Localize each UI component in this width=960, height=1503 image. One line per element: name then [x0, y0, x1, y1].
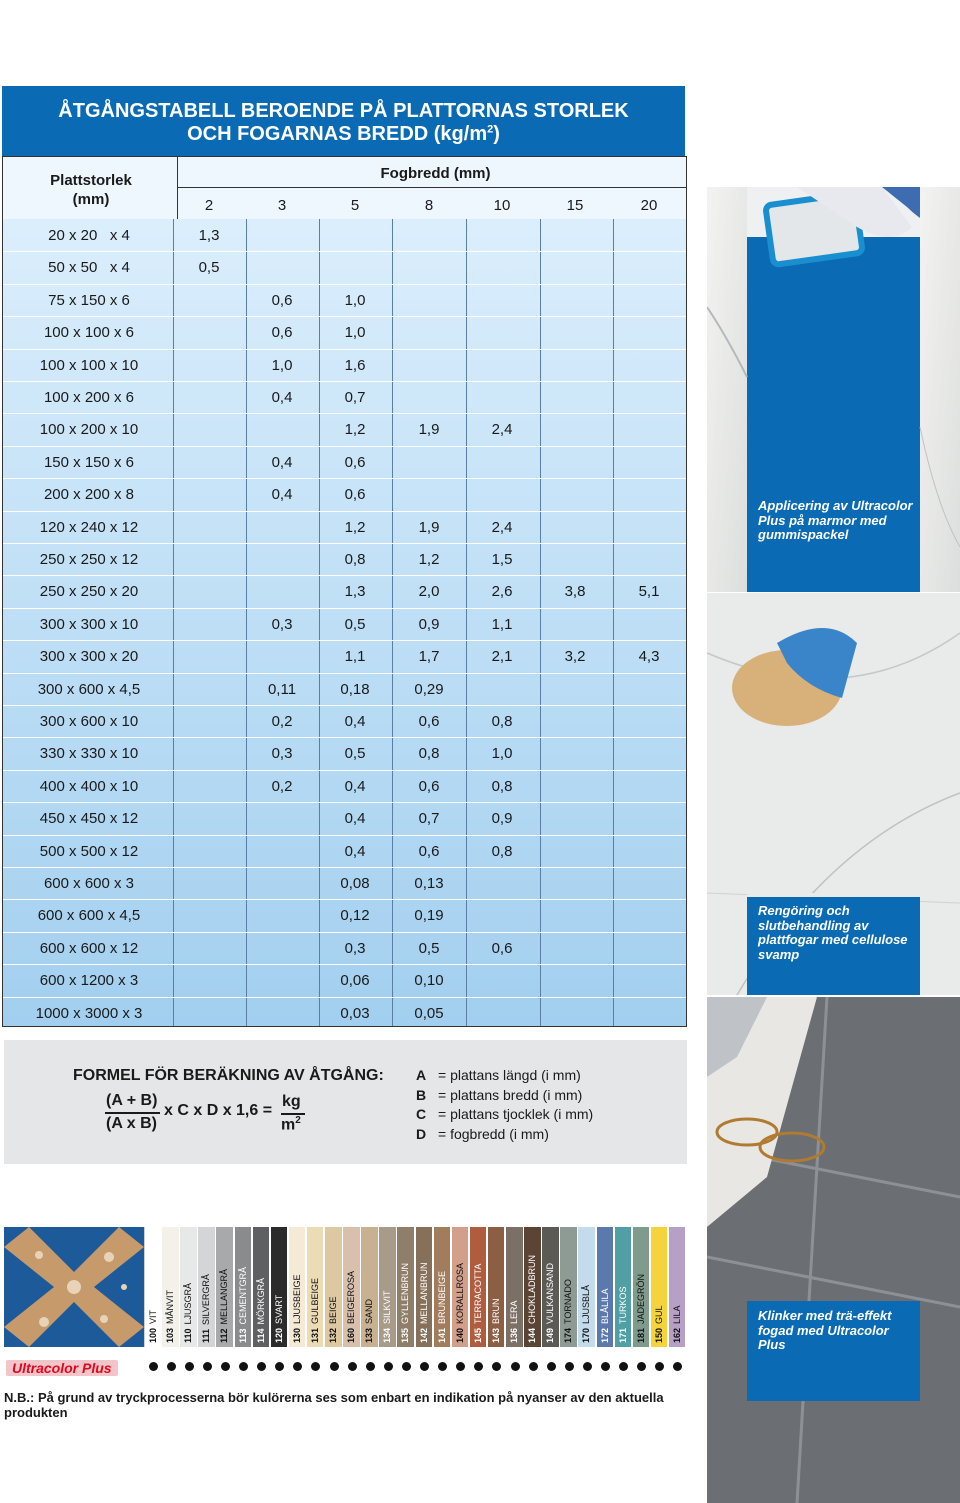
consumption-value: 0,2 — [271, 777, 293, 795]
swatch-label: 135GYLLENBRUN — [400, 1262, 411, 1343]
legend-row — [416, 1106, 593, 1122]
tile-size-label: 300 x 600 x 10 — [39, 713, 139, 730]
swatch-label: 131GULBEIGE — [309, 1277, 320, 1343]
legend-key: D — [416, 1125, 427, 1142]
legend-text: = fogbredd (i mm) — [438, 1125, 549, 1142]
availability-dot — [366, 1362, 375, 1371]
tile-size-label: 250 x 250 x 20 — [39, 583, 139, 601]
color-swatch — [144, 1227, 162, 1347]
tile-size-label: 100 x 100 x 10 — [39, 356, 139, 374]
caption-photo-1: Applicering av Ultracolor Plus på marmor med gummispackel — [758, 498, 913, 542]
tile-size-label: 600 x 1200 x 3 — [39, 972, 139, 990]
print-note: N.B.: På grund av tryckprocesserna bör kulörerna ses som enbart en indikation på nyanser av den aktuella produkten — [4, 1390, 664, 1420]
consumption-value: 0,7 — [418, 810, 440, 828]
row-divider — [3, 251, 686, 252]
consumption-value: 0,5 — [344, 615, 366, 633]
color-swatch — [235, 1227, 253, 1347]
tile-size-label: 600 x 600 x 12 — [39, 939, 139, 957]
availability-dot — [257, 1362, 266, 1371]
swatch-label: 132BEIGE — [328, 1296, 338, 1343]
tile-size-label: 300 x 600 x 4,5 — [37, 680, 141, 698]
color-swatch — [578, 1227, 596, 1347]
row-divider — [3, 284, 686, 285]
row-divider — [3, 543, 686, 544]
consumption-value: 0,6 — [344, 486, 366, 504]
formula-fraction-line — [105, 1112, 160, 1114]
consumption-value: 2,4 — [491, 421, 513, 439]
swatch-label: 141BRUNBEIGE — [436, 1270, 447, 1343]
swatch-label: 136LERA — [509, 1300, 519, 1343]
swatch-label: 130LJUSBEIGE — [291, 1274, 302, 1343]
color-swatch — [343, 1227, 361, 1347]
formula-numerator: (A + B) — [106, 1092, 158, 1109]
consumption-value: 3,8 — [564, 583, 586, 601]
color-swatch — [542, 1227, 560, 1347]
availability-dot — [149, 1362, 158, 1371]
legend-row — [416, 1087, 582, 1103]
availability-dot — [384, 1362, 393, 1371]
availability-dot — [474, 1362, 483, 1371]
table-title — [2, 86, 685, 156]
column-divider — [540, 219, 541, 1026]
consumption-value: 1,2 — [344, 421, 366, 439]
availability-dot — [167, 1362, 176, 1371]
consumption-value: 1,0 — [344, 324, 366, 342]
color-swatch — [651, 1227, 669, 1347]
availability-dot — [547, 1362, 556, 1371]
consumption-value: 5,1 — [638, 583, 660, 601]
formula-title: FORMEL FÖR BERÄKNING AV ÅTGÅNG: — [73, 1067, 384, 1084]
legend-key: B — [416, 1086, 427, 1103]
color-swatch — [180, 1227, 198, 1347]
consumption-value: 0,6 — [271, 291, 293, 309]
row-divider — [3, 673, 686, 674]
row-divider — [3, 316, 686, 317]
tile-size-label: 20 x 20 x 4 — [48, 227, 130, 244]
row-divider — [3, 705, 686, 706]
legend-text: = plattans bredd (i mm) — [438, 1086, 583, 1103]
consumption-value: 0,13 — [414, 875, 444, 892]
consumption-value: 0,29 — [414, 680, 444, 698]
consumption-value: 0,18 — [340, 680, 370, 698]
consumption-table — [2, 156, 687, 1027]
consumption-value: 1,5 — [491, 551, 513, 568]
color-swatch — [452, 1227, 470, 1347]
row-divider — [3, 511, 686, 512]
row-divider — [3, 413, 686, 414]
table-header — [3, 157, 686, 220]
title-line-2: OCH FOGARNAS BREDD $(kg/m^2)$ — [187, 123, 500, 145]
consumption-value: 0,4 — [344, 842, 366, 860]
consumption-value: 0,8 — [491, 842, 513, 860]
photo-wood-effect-tiles — [707, 997, 960, 1503]
color-swatch — [289, 1227, 307, 1347]
swatch-label: 145TERRACOTTA — [472, 1263, 483, 1343]
swatch-label: 103MÅNVIT — [165, 1289, 176, 1343]
availability-dot — [529, 1362, 538, 1371]
color-swatch — [379, 1227, 397, 1347]
availability-dot — [492, 1362, 501, 1371]
formula-middle: x C x D x 1,6 = — [164, 1102, 273, 1119]
legend-text: = plattans längd (i mm) — [438, 1067, 581, 1083]
consumption-value: 2,4 — [491, 518, 513, 536]
tile-size-label: 100 x 200 x 10 — [39, 421, 139, 439]
joint-width-8: 8 — [424, 197, 434, 214]
product-texture-image — [4, 1227, 144, 1347]
color-swatch — [434, 1227, 452, 1347]
availability-dot — [402, 1362, 411, 1371]
swatch-label: 181JADEGRÖN — [635, 1273, 646, 1343]
color-swatch — [416, 1227, 434, 1347]
availability-dot — [203, 1362, 212, 1371]
consumption-value: 0,5 — [418, 939, 440, 957]
swatch-label: 112MELLANGRÅ — [219, 1268, 230, 1343]
availability-dot — [239, 1362, 248, 1371]
consumption-value: 0,9 — [418, 615, 440, 633]
consumption-value: 0,8 — [491, 777, 513, 795]
availability-dot — [601, 1362, 610, 1371]
consumption-value: 1,6 — [344, 356, 366, 374]
formula-box — [4, 1040, 687, 1164]
availability-dot — [456, 1362, 465, 1371]
row-divider — [3, 381, 686, 382]
tile-size-label: 1000 x 3000 x 3 — [35, 1004, 143, 1022]
consumption-value: 3,2 — [564, 648, 586, 666]
availability-dot — [655, 1362, 664, 1371]
tile-size-label: 250 x 250 x 12 — [39, 551, 139, 568]
legend-row — [416, 1126, 549, 1142]
consumption-value: 0,5 — [344, 745, 366, 763]
consumption-value: 0,6 — [491, 939, 513, 957]
swatch-label: 133SAND — [364, 1298, 375, 1343]
availability-dot — [293, 1362, 302, 1371]
consumption-value: 0,12 — [340, 907, 370, 925]
consumption-value: 0,7 — [344, 389, 366, 406]
consumption-value: 0,03 — [340, 1004, 370, 1022]
swatch-label: 143BRUN — [490, 1298, 501, 1343]
swatch-label: 174TORNADO — [563, 1279, 574, 1343]
row-divider — [3, 349, 686, 350]
tile-size-label: 500 x 500 x 12 — [39, 842, 139, 860]
availability-dot — [673, 1362, 682, 1371]
product-logo-text: Ultracolor Plus — [12, 1360, 112, 1376]
consumption-value: 1,3 — [198, 227, 220, 244]
title-line-1: ÅTGÅNGSTABELL BEROENDE PÅ PLATTORNAS STORLEK — [58, 100, 629, 122]
row-divider — [3, 640, 686, 641]
availability-dot — [637, 1362, 646, 1371]
swatch-label: 149VULKANSAND — [545, 1262, 556, 1343]
swatch-label: 100VIT — [148, 1309, 158, 1343]
availability-dot — [511, 1362, 520, 1371]
color-swatch — [307, 1227, 325, 1347]
tile-size-label: 75 x 150 x 6 — [48, 291, 130, 309]
swatch-label: 144CHOKLADBRUN — [527, 1254, 538, 1343]
consumption-value: 0,5 — [198, 259, 220, 277]
row-divider — [3, 964, 686, 965]
availability-dot — [438, 1362, 447, 1371]
consumption-value: 0,8 — [491, 713, 513, 730]
consumption-value: 0,9 — [491, 810, 513, 828]
color-swatch — [669, 1227, 687, 1347]
tile-size-label: 300 x 300 x 10 — [39, 615, 139, 633]
consumption-value: 0,4 — [271, 453, 293, 471]
swatch-label: 171TURKOS — [617, 1286, 628, 1343]
consumption-value: 0,10 — [414, 972, 444, 990]
availability-dot — [420, 1362, 429, 1371]
swatch-label: 111SILVERGRÅ — [201, 1274, 212, 1343]
consumption-value: 0,2 — [271, 713, 293, 730]
row-divider — [3, 575, 686, 576]
consumption-value: 0,6 — [344, 453, 366, 471]
tile-size-label: 330 x 330 x 10 — [39, 745, 139, 763]
availability-dot — [221, 1362, 230, 1371]
tile-size-label: 120 x 240 x 12 — [39, 518, 139, 536]
joint-width-15: 15 — [566, 197, 584, 214]
joint-width-5: 5 — [350, 197, 360, 214]
color-swatch — [615, 1227, 633, 1347]
swatch-label: 120SVART — [273, 1294, 284, 1343]
consumption-value: 1,9 — [418, 518, 440, 536]
swatch-label: 170LJUSBLÅ — [581, 1284, 592, 1343]
tile-size-label: 450 x 450 x 12 — [39, 810, 139, 828]
legend-key: C — [416, 1106, 427, 1122]
tile-size-label: 400 x 400 x 10 — [39, 777, 139, 795]
swatch-label: 142MELLANBRUN — [418, 1262, 429, 1343]
availability-dot — [348, 1362, 357, 1371]
row-divider — [3, 932, 686, 933]
legend-text: = plattans tjocklek (i mm) — [438, 1106, 594, 1122]
swatch-label: 160BEIGEROSA — [346, 1270, 357, 1343]
tile-size-label: 600 x 600 x 4,5 — [37, 907, 141, 925]
consumption-value: 0,19 — [414, 907, 444, 925]
consumption-value: 4,3 — [638, 648, 660, 666]
row-divider — [3, 770, 686, 771]
joint-width-header: Fogbredd (mm) — [380, 165, 491, 182]
row-divider — [3, 835, 686, 836]
consumption-value: 1,0 — [491, 745, 513, 763]
consumption-value: 1,2 — [344, 518, 366, 536]
consumption-value: 1,0 — [344, 291, 366, 309]
swatch-label: 110LJUSGRÅ — [183, 1282, 194, 1343]
consumption-value: 2,1 — [491, 648, 513, 666]
consumption-value: 0,05 — [414, 1004, 444, 1022]
color-swatch — [470, 1227, 488, 1347]
consumption-value: 0,4 — [344, 777, 366, 795]
row-divider — [3, 478, 686, 479]
caption-photo-2: Rengöring och slutbehandling av plattfogar med cellulose svamp — [758, 903, 908, 962]
consumption-value: 0,3 — [271, 745, 293, 763]
availability-dot — [275, 1362, 284, 1371]
color-swatch — [397, 1227, 415, 1347]
row-divider — [3, 802, 686, 803]
consumption-value: 0,3 — [344, 939, 366, 957]
consumption-value: 1,7 — [418, 648, 440, 666]
consumption-value: 2,0 — [418, 583, 440, 601]
caption-photo-3: Klinker med trä-effekt fogad med Ultracolor Plus — [758, 1308, 892, 1352]
color-swatch — [361, 1227, 379, 1347]
legend-key: A — [416, 1067, 427, 1083]
swatch-label: 140KORALLROSA — [454, 1262, 465, 1343]
header-subdivider — [177, 187, 686, 188]
consumption-value: 0,6 — [418, 777, 440, 795]
availability-dot — [619, 1362, 628, 1371]
consumption-value: 0,6 — [418, 842, 440, 860]
availability-dot — [185, 1362, 194, 1371]
consumption-value: 1,0 — [271, 356, 293, 374]
color-swatch — [506, 1227, 524, 1347]
swatch-label: 114MÖRKGRÅ — [255, 1277, 266, 1343]
tile-size-label: 300 x 300 x 20 — [39, 648, 139, 666]
row-divider — [3, 737, 686, 738]
color-swatch — [271, 1227, 289, 1347]
tile-size-label: 200 x 200 x 8 — [43, 486, 135, 504]
row-divider — [3, 997, 686, 998]
swatch-label: 172BLÅLILA — [599, 1288, 610, 1343]
color-swatch — [524, 1227, 542, 1347]
swatch-label: 150GUL — [653, 1305, 664, 1343]
tile-size-label: 150 x 150 x 6 — [43, 453, 135, 471]
color-swatch — [488, 1227, 506, 1347]
tile-size-label: 600 x 600 x 3 — [43, 875, 135, 892]
availability-dot — [311, 1362, 320, 1371]
header-divider — [177, 157, 178, 219]
availability-dot — [565, 1362, 574, 1371]
color-swatch — [597, 1227, 615, 1347]
swatch-label: 134SILKVIT — [382, 1290, 393, 1343]
consumption-value: 2,6 — [491, 583, 513, 601]
color-swatch — [216, 1227, 234, 1347]
color-swatch — [162, 1227, 180, 1347]
row-divider — [3, 608, 686, 609]
consumption-value: 1,3 — [344, 583, 366, 601]
consumption-value: 1,2 — [418, 551, 440, 568]
tile-size-label: 100 x 200 x 6 — [43, 389, 135, 406]
row-divider — [3, 867, 686, 868]
tile-size-label: 50 x 50 x 4 — [48, 259, 130, 277]
joint-width-2: 2 — [204, 197, 214, 214]
row-divider — [3, 446, 686, 447]
swatch-label: 162LILA — [671, 1305, 682, 1343]
consumption-value: 0,4 — [271, 486, 293, 504]
column-divider — [613, 219, 614, 1026]
formula-unit-num: kg — [282, 1093, 301, 1110]
joint-width-20: 20 — [640, 197, 658, 214]
consumption-value: 0,8 — [418, 745, 440, 763]
color-swatch — [253, 1227, 271, 1347]
legend-row — [416, 1067, 581, 1083]
consumption-value: 1,1 — [344, 648, 366, 666]
availability-dot — [330, 1362, 339, 1371]
joint-width-10: 10 — [493, 197, 511, 214]
tile-size-label: 100 x 100 x 6 — [43, 324, 135, 342]
color-swatch — [560, 1227, 578, 1347]
consumption-value: 0,08 — [340, 875, 370, 892]
consumption-value: 0,06 — [340, 972, 370, 990]
tile-size-header: Plattstorlek (mm) — [50, 172, 132, 208]
availability-dot — [583, 1362, 592, 1371]
consumption-value: 0,6 — [271, 324, 293, 342]
consumption-value: 0,4 — [344, 713, 366, 730]
consumption-value: 0,4 — [344, 810, 366, 828]
formula-denominator: (A x B) — [106, 1115, 157, 1132]
color-swatch — [325, 1227, 343, 1347]
consumption-value: 1,1 — [491, 615, 513, 633]
joint-width-3: 3 — [277, 197, 287, 214]
consumption-value: 1,9 — [418, 421, 440, 439]
consumption-value: 0,3 — [271, 615, 293, 633]
color-swatch — [633, 1227, 651, 1347]
swatch-label: 113CEMENTGRÅ — [237, 1266, 248, 1343]
row-divider — [3, 899, 686, 900]
consumption-value: 0,4 — [271, 389, 293, 406]
consumption-value: 0,8 — [344, 551, 366, 568]
color-swatch — [198, 1227, 216, 1347]
consumption-value: 0,11 — [267, 680, 297, 698]
consumption-value: 0,6 — [418, 713, 440, 730]
formula-unit-den: $m^2$ — [281, 1115, 301, 1134]
